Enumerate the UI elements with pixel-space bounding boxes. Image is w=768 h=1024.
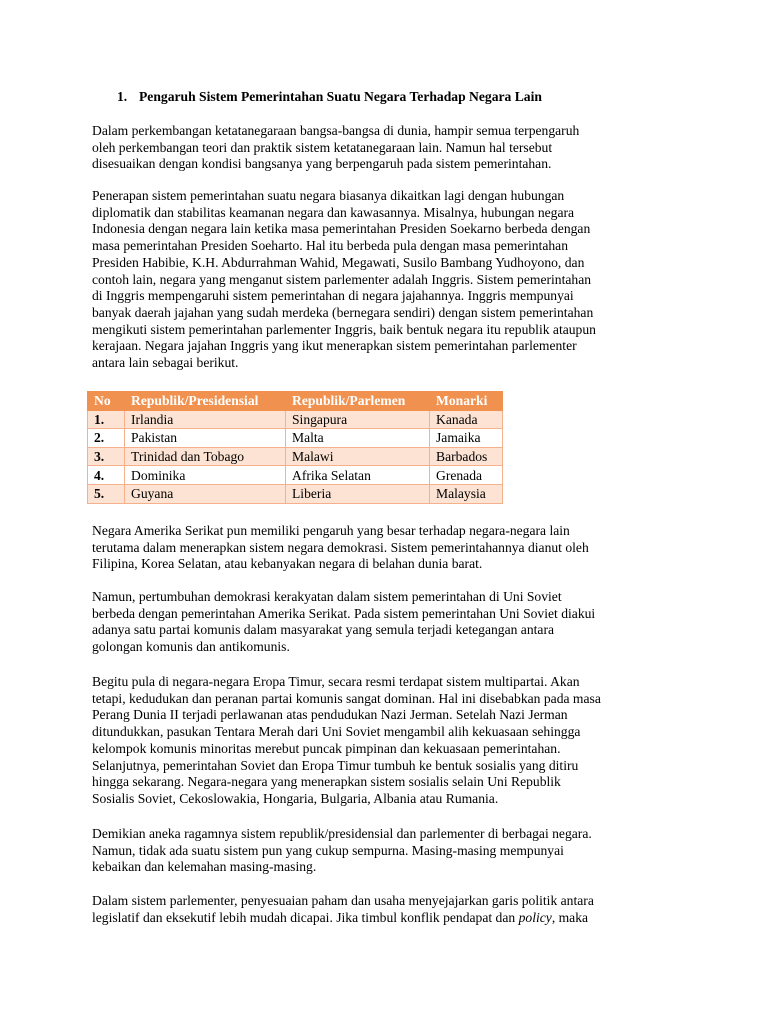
paragraph-1 [92, 123, 682, 173]
header-no: No [88, 392, 125, 411]
heading-text: Pengaruh Sistem Pemerintahan Suatu Negara Terhadap Negara Lain [139, 89, 542, 104]
paragraph-line: Namun, pertumbuhan demokrasi kerakyatan dalam sistem pemerintahan di Uni Soviet [92, 589, 562, 604]
paragraph-line: Presiden Habibie, K.H. Abdurrahman Wahid, Megawati, Susilo Bambang Yudhoyono, dan [92, 254, 585, 270]
paragraph-line: antara lain sebagai berikut. [92, 355, 239, 371]
cell-no: 1. [88, 410, 125, 429]
paragraph-line: adanya satu partai komunis dalam masyarakat yang semula terjadi ketegangan antara [92, 622, 555, 638]
table-header-row [88, 392, 503, 411]
table-row [88, 466, 503, 485]
paragraph-line: Dalam sistem parlementer, penyesuaian paham dan usaha menyejajarkan garis politik antara [92, 893, 594, 908]
paragraph-line: disesuaikan dengan kondisi bangsanya yang berpengaruh pada sistem pemerintahan. [92, 156, 552, 172]
cell-monarki: Jamaika [430, 429, 503, 448]
paragraph-line: Selanjutnya, pemerintahan Soviet dan Eropa Timur tumbuh ke bentuk sosialis yang ditiru [92, 757, 579, 773]
cell-monarki: Malaysia [430, 484, 503, 503]
heading-number: 1. [117, 89, 128, 104]
paragraph-line: Sosialis Soviet, Cekoslowakia, Hongaria, Bulgaria, Albania atau Rumania. [92, 790, 499, 806]
cell-presidensial: Dominika [125, 466, 286, 485]
line-text: legislatif dan eksekutif lebih mudah dicapai. Jika timbul konflik pendapat dan [92, 909, 519, 925]
paragraph-line: masa pemerintahan Presiden Soeharto. Hal itu berbeda pula dengan masa pemerintahan [92, 238, 568, 254]
paragraph-6 [92, 826, 682, 876]
paragraph-line: berbeda dengan pemerintahan Amerika Serikat. Pada sistem pemerintahan Uni Soviet diakui [92, 605, 596, 621]
paragraph-line: Indonesia dengan negara lain ketika masa pemerintahan Presiden Soekarno berbeda dengan [92, 221, 591, 237]
paragraph-line: banyak daerah jajahan yang sudah merdeka (bernegara sendiri) dengan sistem pemerintahan [92, 304, 594, 320]
paragraph-line: diplomatik dan stabilitas keamanan negara dan kawasannya. Misalnya, hubungan negara [92, 204, 575, 220]
paragraph-7 [92, 893, 682, 926]
table-row [88, 484, 503, 503]
cell-no: 2. [88, 429, 125, 448]
paragraph-line: Perang Dunia II terjadi perlawanan atas pendudukan Nazi Jerman. Setelah Nazi Jerman [92, 707, 568, 723]
header-republik-parlemen: Republik/Parlemen [286, 392, 430, 411]
paragraph-5 [92, 674, 682, 808]
header-republik-presidensial: Republik/Presidensial [125, 392, 286, 411]
section-heading [117, 89, 542, 106]
cell-presidensial: Guyana [125, 484, 286, 503]
cell-no: 4. [88, 466, 125, 485]
cell-presidensial: Pakistan [125, 429, 286, 448]
paragraph-3 [92, 523, 682, 573]
paragraph-line: contoh lain, negara yang menganut sistem parlementer adalah Inggris. Sistem pemerintahan [92, 271, 592, 287]
paragraph-line: Penerapan sistem pemerintahan suatu negara biasanya dikaitkan lagi dengan hubungan [92, 188, 565, 203]
paragraph-line: Negara Amerika Serikat pun memiliki pengaruh yang besar terhadap negara-negara lain [92, 523, 570, 538]
government-systems-table [87, 391, 503, 504]
paragraph-line: Dalam perkembangan ketatanegaraan bangsa-bangsa di dunia, hampir semua terpengaruh [92, 123, 580, 138]
line-text: , maka [551, 909, 589, 925]
cell-parlemen: Malawi [286, 447, 430, 466]
paragraph-line: golongan komunis dan antikomunis. [92, 639, 290, 655]
cell-parlemen: Malta [286, 429, 430, 448]
cell-presidensial: Trinidad dan Tobago [125, 447, 286, 466]
paragraph-line: ditundukkan, pasukan Tentara Merah dari Uni Soviet mengambil alih kekuasaan sehingga [92, 724, 581, 740]
paragraph-line [92, 910, 682, 927]
header-monarki: Monarki [430, 392, 503, 411]
cell-parlemen: Singapura [286, 410, 430, 429]
paragraph-line: kerajaan. Negara jajahan Inggris yang ikut menerapkan sistem pemerintahan parlementer [92, 338, 577, 354]
cell-monarki: Kanada [430, 410, 503, 429]
paragraph-line: Namun, tidak ada suatu sistem pun yang cukup sempurna. Masing-masing mempunyai [92, 842, 564, 858]
paragraph-line: hingga sekarang. Negara-negara yang menerapkan sistem sosialis selain Uni Republik [92, 774, 561, 790]
paragraph-line: Filipina, Korea Selatan, atau kebanyakan negara di belahan dunia barat. [92, 556, 483, 572]
paragraph-line: di Inggris mempengaruhi sistem pemerintahan di negara jajahannya. Inggris mempunyai [92, 288, 574, 304]
table-row [88, 447, 503, 466]
paragraph-2 [92, 188, 682, 372]
cell-no: 3. [88, 447, 125, 466]
cell-no: 5. [88, 484, 125, 503]
paragraph-line: Begitu pula di negara-negara Eropa Timur, secara resmi terdapat sistem multipartai. Akan [92, 674, 580, 689]
cell-monarki: Barbados [430, 447, 503, 466]
paragraph-line: kebaikan dan kelemahan masing-masing. [92, 859, 317, 875]
cell-presidensial: Irlandia [125, 410, 286, 429]
policy-term: policy [518, 909, 552, 925]
paragraph-line: kelompok komunis minoritas merebut puncak pimpinan dan kekuasaan pemerintahan. [92, 740, 561, 756]
paragraph-4 [92, 589, 682, 656]
cell-parlemen: Liberia [286, 484, 430, 503]
paragraph-line: terutama dalam menerapkan sistem negara demokrasi. Sistem pemerintahannya dianut oleh [92, 539, 589, 555]
paragraph-line: mengikuti sistem pemerintahan parlementer Inggris, baik bentuk negara itu republik ataupun [92, 321, 596, 337]
cell-parlemen: Afrika Selatan [286, 466, 430, 485]
paragraph-line: oleh perkembangan teori dan praktik sistem ketatanegaraan lain. Namun hal tersebut [92, 139, 553, 155]
table-row [88, 429, 503, 448]
table-row [88, 410, 503, 429]
cell-monarki: Grenada [430, 466, 503, 485]
paragraph-line: Demikian aneka ragamnya sistem republik/presidensial dan parlementer di berbagai negara. [92, 826, 592, 841]
paragraph-line: tetapi, kedudukan dan peranan partai komunis sangat dominan. Hal ini disebabkan pada masa [92, 690, 601, 706]
